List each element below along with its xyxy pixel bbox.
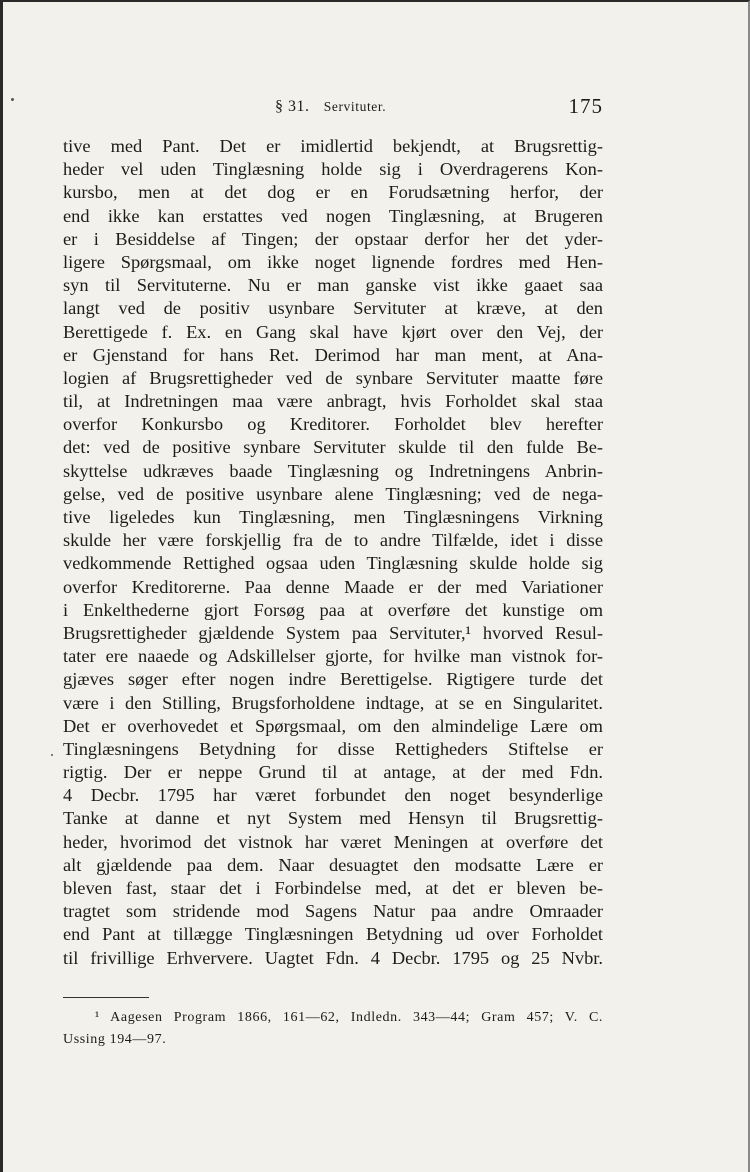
text-line: vedkommende Rettighed ogsaa uden Tinglæsning skulde holde sig xyxy=(63,553,603,574)
text-line: Det er overhovedet et Spørgsmaal, om den almindelige Lære om xyxy=(63,715,603,736)
text-line: heder vel uden Tinglæsning holde sig i Overdragerens Kon- xyxy=(63,159,603,180)
text-line: er Gjenstand for hans Ret. Derimod har man ment, at Ana- xyxy=(63,344,603,365)
section-mark: § 31. xyxy=(275,98,310,115)
footnote-rule xyxy=(63,997,149,998)
text-line: gjæves søger efter nogen indre Berettigelse. Rigtigere turde det xyxy=(63,669,603,690)
text-line: tater ere naaede og Adskillelser gjorte, for hvilke man vistnok for- xyxy=(63,646,603,667)
text-line: tive med Pant. Det er imidlertid bekjendt, at Brugsrettig- xyxy=(63,136,603,156)
text-line: skulde her være forskjellig fra de to andre Tilfælde, idet i disse xyxy=(63,530,603,551)
text-line: kursbo, men at det dog er en Forudsætning herfor, der xyxy=(63,182,603,203)
footnote-line: ¹ Aagesen Program 1866, 161—62, Indledn. 343—44; Gram 457; V. C. xyxy=(95,1010,603,1025)
text-line: er i Besiddelse af Tingen; der opstaar derfor her det yder- xyxy=(63,228,603,249)
text-line: syn til Servituterne. Nu er man ganske vist ikke gaaet saa xyxy=(63,275,603,296)
text-line: end Pant at tillægge Tinglæsningen Betydning ud over Forholdet xyxy=(63,924,603,945)
text-line: overfor Kreditorerne. Paa denne Maade er der med Variationer xyxy=(63,576,603,597)
scan-speck xyxy=(51,754,53,756)
scan-speck xyxy=(11,98,14,101)
text-line: det: ved de positive synbare Servituter skulde til den fulde Be- xyxy=(63,437,603,458)
body-text xyxy=(63,135,603,970)
text-line: være i den Stilling, Brugsforholdene indtage, at se en Singularitet. xyxy=(63,692,603,713)
running-title: Servituter. xyxy=(323,99,387,114)
text-line: til, at Indretningen maa være anbragt, hvis Forholdet skal staa xyxy=(63,391,603,412)
text-line: i Enkelthederne gjort Forsøg paa at overføre det kunstige om xyxy=(63,599,603,620)
text-line: logien af Brugsrettigheder ved de synbare Servituter maatte føre xyxy=(63,367,603,388)
text-line: langt ved de positiv usynbare Servituter at kræve, at den xyxy=(63,298,603,319)
running-head xyxy=(275,98,386,116)
footnote xyxy=(63,1007,603,1051)
text-line: gelse, ved de positive usynbare alene Tinglæsning; ved de nega- xyxy=(63,483,603,504)
text-line: tive ligeledes kun Tinglæsning, men Tinglæsningens Virkning xyxy=(63,507,603,527)
text-line: Tanke at danne et nyt System med Hensyn til Brugsrettig- xyxy=(63,808,603,829)
text-line: rigtig. Der er neppe Grund til at antage, at der med Fdn. xyxy=(63,762,603,783)
page-number: 175 xyxy=(568,94,603,118)
text-line: Berettigede f. Ex. en Gang skal have kjørt over den Vej, der xyxy=(63,321,603,342)
text-line: til frivillige Erhververe. Uagtet Fdn. 4 Decbr. 1795 og 25 Nvbr. xyxy=(63,947,603,968)
text-line: alt gjældende paa dem. Naar desuagtet den modsatte Lære er xyxy=(63,854,603,875)
page-header xyxy=(63,96,603,120)
footnote-line: Ussing 194—97. xyxy=(63,1032,167,1047)
text-line: bleven fast, staar det i Forbindelse med, at det er bleven be- xyxy=(63,878,603,898)
text-line: skyttelse udkræves baade Tinglæsning og Indretningens Anbrin- xyxy=(63,460,603,481)
text-line: ligere Spørgsmaal, om ikke noget lignende fordres med Hen- xyxy=(63,251,603,272)
text-line: overfor Konkursbo og Kreditorer. Forholdet blev herefter xyxy=(63,414,603,435)
text-line: 4 Decbr. 1795 har været forbundet den noget besynderlige xyxy=(63,785,603,806)
text-line: end ikke kan erstattes ved nogen Tinglæsning, at Brugeren xyxy=(63,205,603,226)
text-line: tragtet som stridende mod Sagens Natur paa andre Omraader xyxy=(63,901,603,922)
text-line: heder, hvorimod det vistnok har været Meningen at overføre det xyxy=(63,831,603,852)
text-line: Tinglæsningens Betydning for disse Rettigheders Stiftelse er xyxy=(63,738,603,759)
text-line: Brugsrettigheder gjældende System paa Servituter,¹ hvorved Resul- xyxy=(63,622,603,643)
